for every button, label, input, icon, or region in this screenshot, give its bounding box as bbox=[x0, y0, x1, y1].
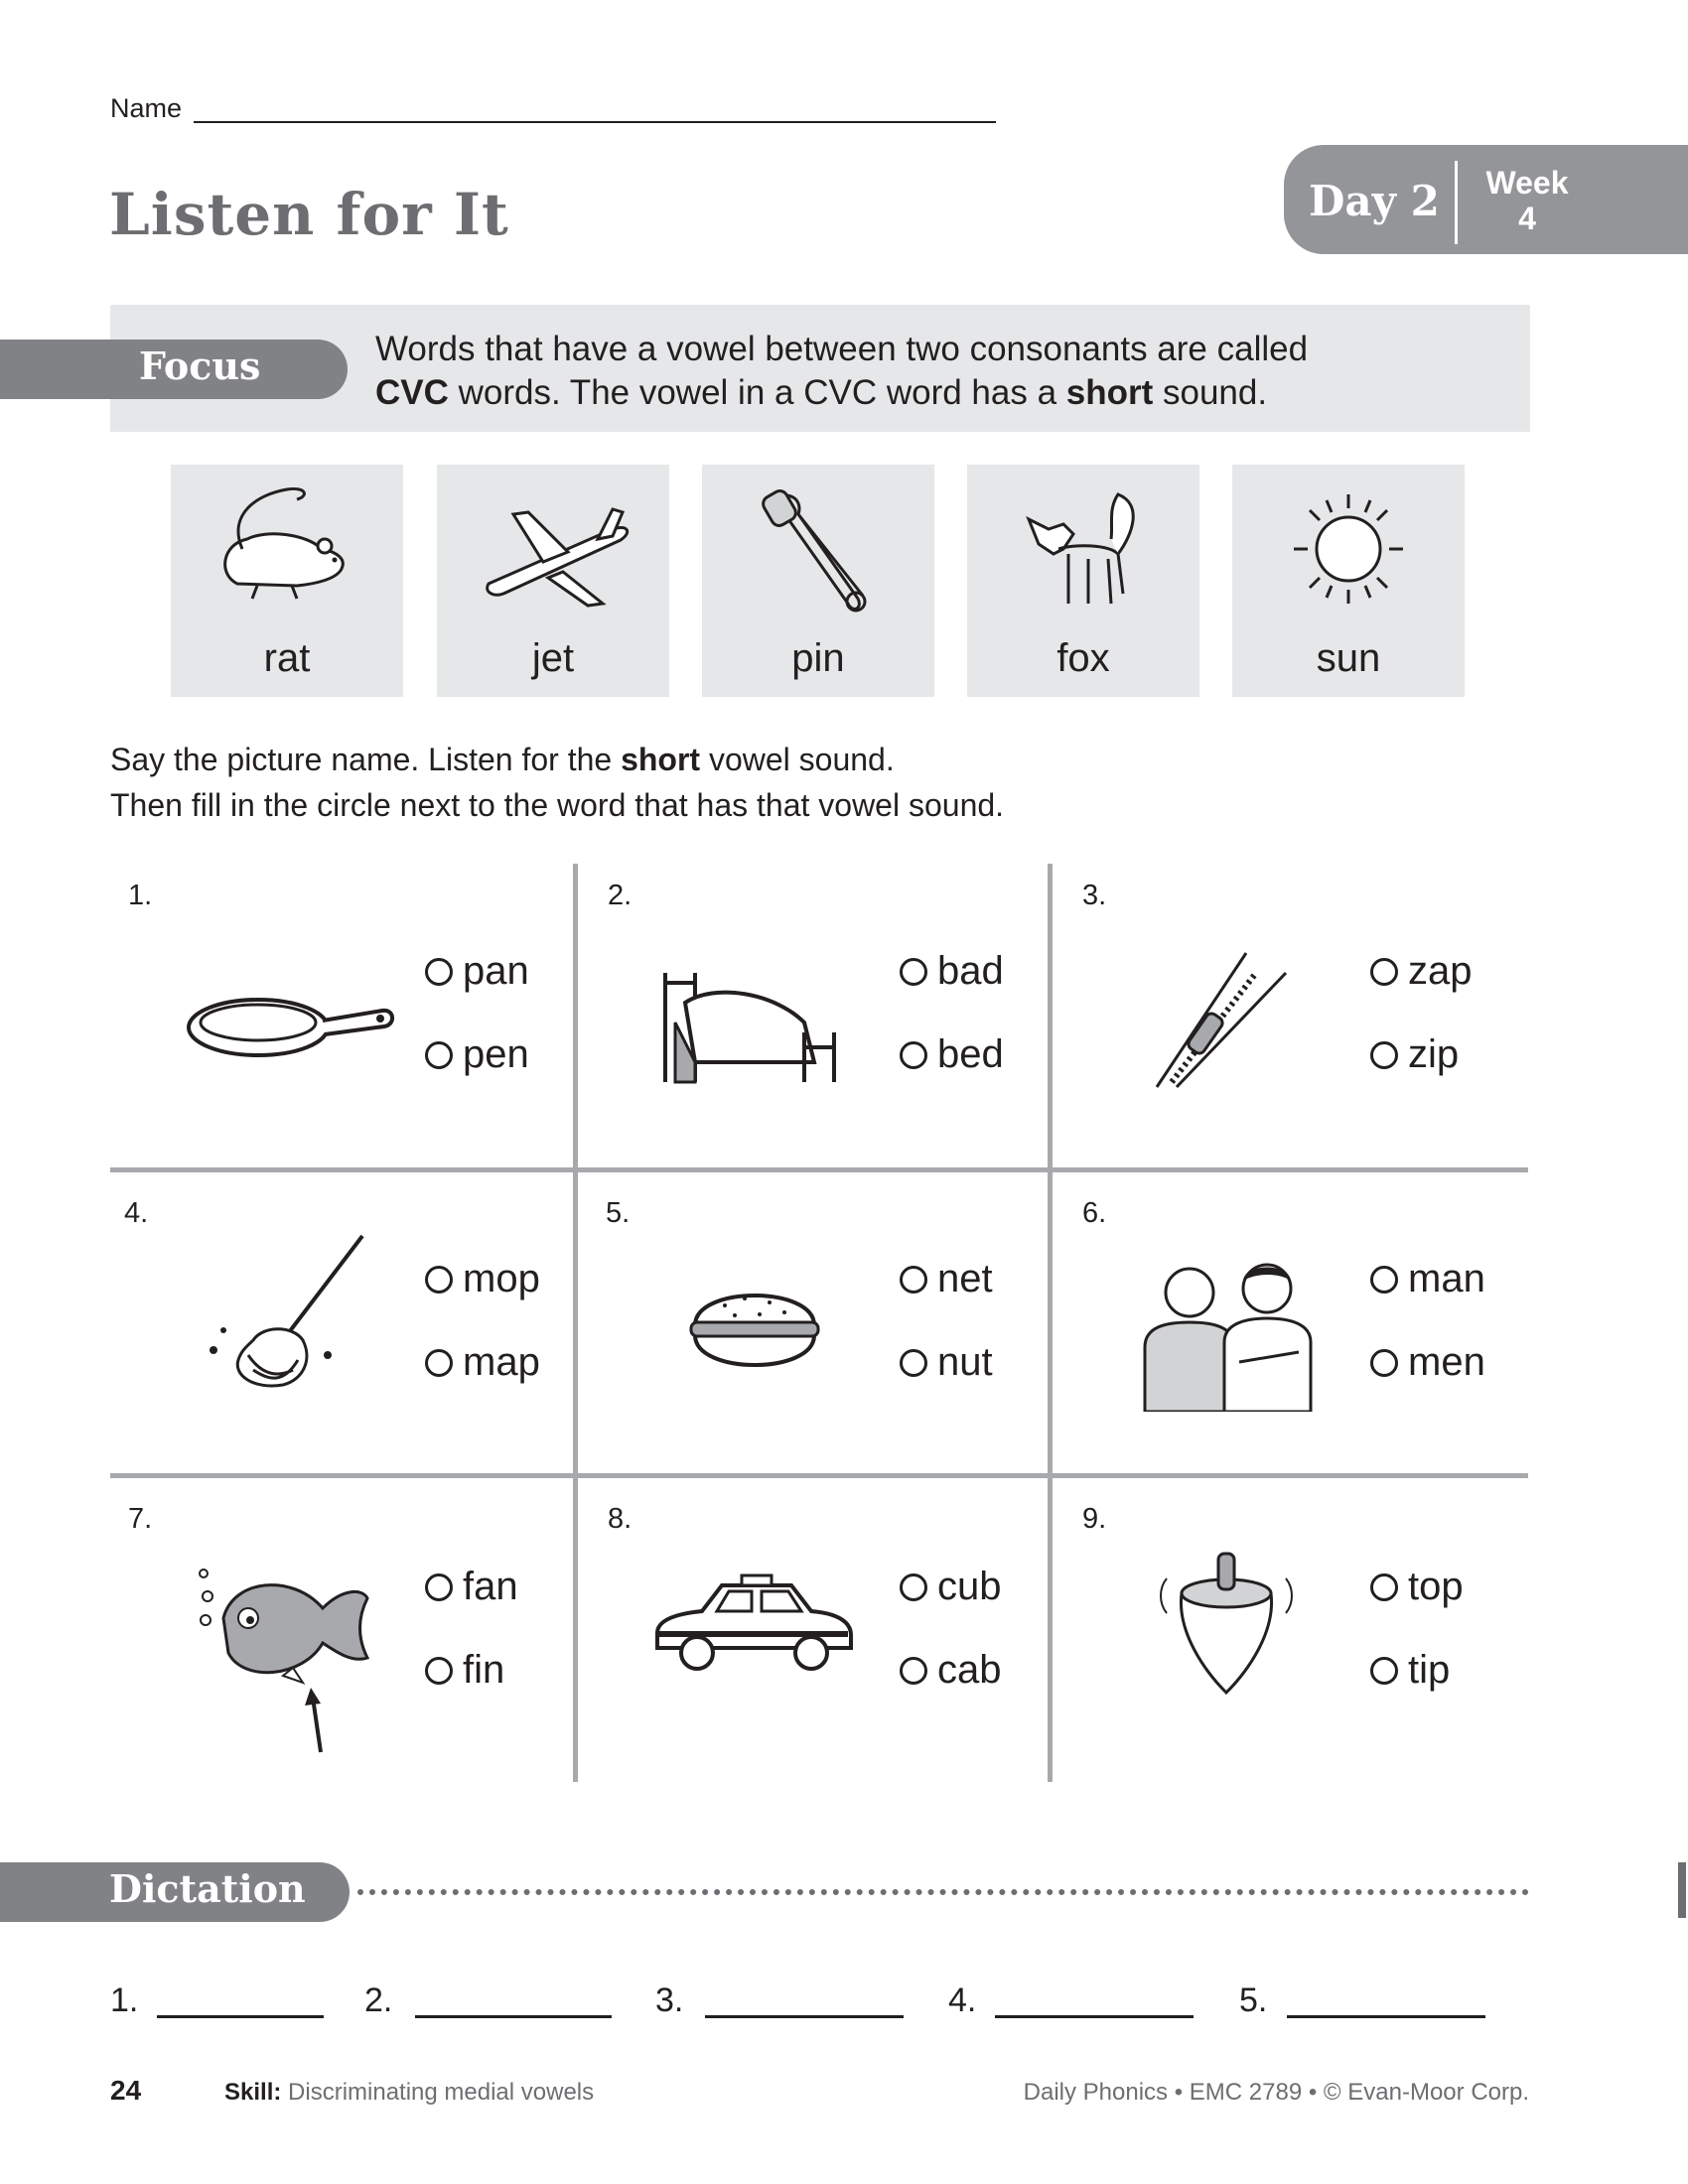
men-icon bbox=[1140, 1253, 1319, 1412]
option-word: zip bbox=[1408, 1032, 1460, 1076]
answer-bubble[interactable] bbox=[1370, 1573, 1398, 1601]
answer-bubble[interactable] bbox=[900, 958, 927, 986]
skill-text: Discriminating medial vowels bbox=[288, 2079, 595, 2106]
page-title: Listen for It bbox=[109, 181, 509, 248]
sun-icon bbox=[1259, 475, 1438, 623]
focus-line-1: Words that have a vowel between two consonants are called bbox=[375, 330, 1309, 368]
answer-option[interactable] bbox=[425, 1257, 540, 1301]
option-word: net bbox=[937, 1257, 993, 1300]
answer-bubble[interactable] bbox=[900, 1657, 927, 1685]
dictation-number: 3. bbox=[655, 1981, 684, 2019]
grid-divider-vertical bbox=[1048, 864, 1053, 1782]
answer-option[interactable] bbox=[900, 1648, 1002, 1693]
focus-short-bold: short bbox=[1065, 373, 1154, 412]
option-word: zap bbox=[1408, 949, 1473, 993]
name-label: Name bbox=[110, 93, 183, 123]
answer-bubble[interactable] bbox=[425, 1266, 453, 1294]
skill-label: Skill: bbox=[224, 2079, 282, 2106]
jet-icon bbox=[464, 475, 642, 623]
week-label-group bbox=[1468, 165, 1587, 236]
name-input-line[interactable] bbox=[194, 121, 996, 123]
answer-bubble[interactable] bbox=[425, 1657, 453, 1685]
answer-bubble[interactable] bbox=[1370, 1349, 1398, 1377]
answer-option[interactable] bbox=[1370, 1340, 1485, 1385]
answer-bubble[interactable] bbox=[425, 958, 453, 986]
focus-label: Focus bbox=[139, 343, 261, 388]
nut-icon bbox=[685, 1271, 824, 1380]
picture-word: jet bbox=[531, 636, 575, 680]
skill-line bbox=[224, 2079, 594, 2107]
item-number: 2. bbox=[608, 880, 633, 911]
item-number: 6. bbox=[1082, 1197, 1107, 1229]
option-word: men bbox=[1408, 1340, 1485, 1384]
option-word: nut bbox=[937, 1340, 993, 1384]
item-number: 5. bbox=[606, 1197, 631, 1229]
item-number: 1. bbox=[128, 880, 153, 911]
safety-pin-icon bbox=[729, 475, 908, 623]
option-word: bad bbox=[937, 949, 1004, 993]
option-word: fin bbox=[463, 1648, 505, 1692]
answer-bubble[interactable] bbox=[900, 1573, 927, 1601]
week-number: 4 bbox=[1518, 201, 1536, 236]
grid-divider-vertical bbox=[573, 864, 578, 1782]
dictation-label: Dictation bbox=[109, 1866, 306, 1911]
picture-word: pin bbox=[791, 636, 845, 680]
day-week-divider bbox=[1455, 161, 1458, 244]
rat-icon bbox=[198, 475, 376, 623]
picture-card-jet bbox=[437, 465, 669, 697]
instructions-line-2: Then fill in the circle next to the word that has that vowel sound. bbox=[110, 787, 1005, 823]
answer-option[interactable] bbox=[425, 1648, 504, 1693]
option-word: man bbox=[1408, 1257, 1485, 1300]
answer-bubble[interactable] bbox=[1370, 1041, 1398, 1069]
answer-option[interactable] bbox=[900, 949, 1004, 994]
answer-option[interactable] bbox=[425, 1340, 540, 1385]
answer-bubble[interactable] bbox=[425, 1041, 453, 1069]
answer-option[interactable] bbox=[1370, 949, 1473, 994]
answer-option[interactable] bbox=[1370, 1032, 1459, 1077]
answer-bubble[interactable] bbox=[900, 1266, 927, 1294]
answer-bubble[interactable] bbox=[1370, 1657, 1398, 1685]
picture-card-rat bbox=[171, 465, 403, 697]
option-word: tip bbox=[1408, 1648, 1451, 1692]
item-number: 3. bbox=[1082, 880, 1107, 911]
answer-option[interactable] bbox=[425, 1565, 518, 1609]
dictation-blank[interactable] bbox=[1287, 2015, 1485, 2018]
dictation-blank[interactable] bbox=[995, 2015, 1194, 2018]
answer-bubble[interactable] bbox=[1370, 958, 1398, 986]
dictation-number: 1. bbox=[110, 1981, 139, 2019]
answer-bubble[interactable] bbox=[900, 1041, 927, 1069]
item-number: 4. bbox=[124, 1197, 149, 1229]
answer-bubble[interactable] bbox=[425, 1349, 453, 1377]
picture-card-pin bbox=[702, 465, 934, 697]
focus-cvc-bold: CVC bbox=[375, 373, 449, 412]
fox-icon bbox=[994, 475, 1173, 623]
answer-option[interactable] bbox=[900, 1340, 993, 1385]
instructions-short-bold: short bbox=[621, 742, 701, 777]
item-number: 7. bbox=[128, 1503, 153, 1535]
answer-option[interactable] bbox=[900, 1257, 993, 1301]
option-word: pen bbox=[463, 1032, 529, 1076]
option-word: top bbox=[1408, 1565, 1464, 1608]
option-word: fan bbox=[463, 1565, 518, 1608]
instructions-line-1 bbox=[110, 737, 1004, 782]
week-label: Week bbox=[1485, 165, 1569, 201]
option-word: map bbox=[463, 1340, 540, 1384]
grid-divider-horizontal bbox=[110, 1473, 1528, 1478]
dictation-blank[interactable] bbox=[705, 2015, 904, 2018]
spinning-top-icon bbox=[1157, 1544, 1296, 1703]
item-number: 9. bbox=[1082, 1503, 1107, 1535]
focus-line-2-end: sound. bbox=[1153, 373, 1268, 412]
picture-card-sun bbox=[1232, 465, 1465, 697]
picture-word: rat bbox=[263, 636, 311, 680]
dictation-blank[interactable] bbox=[157, 2015, 324, 2018]
item-number: 8. bbox=[608, 1503, 633, 1535]
zipper-icon bbox=[1147, 943, 1306, 1092]
instructions bbox=[110, 737, 1004, 828]
answer-option[interactable] bbox=[900, 1565, 1002, 1609]
option-word: bed bbox=[937, 1032, 1004, 1076]
dictation-number: 5. bbox=[1239, 1981, 1268, 2019]
focus-text bbox=[375, 328, 1517, 415]
answer-option[interactable] bbox=[1370, 1257, 1485, 1301]
answer-option[interactable] bbox=[425, 949, 529, 994]
day-label: Day 2 bbox=[1309, 177, 1440, 225]
answer-option[interactable] bbox=[1370, 1648, 1450, 1693]
instructions-line-1-b: vowel sound. bbox=[700, 742, 895, 777]
focus-line-2-mid: words. The vowel in a CVC word has a bbox=[448, 373, 1066, 412]
page-number: 24 bbox=[110, 2075, 142, 2106]
answer-option[interactable] bbox=[425, 1032, 529, 1077]
instructions-line-1-a: Say the picture name. Listen for the bbox=[110, 742, 622, 777]
option-word: pan bbox=[463, 949, 529, 993]
frying-pan-icon bbox=[184, 983, 402, 1072]
answer-bubble[interactable] bbox=[425, 1573, 453, 1601]
focus-line-2 bbox=[375, 371, 1517, 415]
dictation-dotted-rule bbox=[357, 1889, 1529, 1895]
dictation-number: 2. bbox=[364, 1981, 393, 2019]
option-word: mop bbox=[463, 1257, 540, 1300]
option-word: cab bbox=[937, 1648, 1002, 1692]
answer-bubble[interactable] bbox=[1370, 1266, 1398, 1294]
bed-icon bbox=[655, 953, 844, 1092]
answer-option[interactable] bbox=[1370, 1565, 1464, 1609]
grid-divider-horizontal bbox=[110, 1167, 1528, 1172]
picture-word: fox bbox=[1056, 636, 1110, 680]
picture-word: sun bbox=[1316, 636, 1381, 680]
dictation-number: 4. bbox=[948, 1981, 977, 2019]
credit-line: Daily Phonics • EMC 2789 • © Evan-Moor Corp. bbox=[1023, 2079, 1529, 2106]
fish-fin-icon bbox=[194, 1559, 372, 1757]
mop-icon bbox=[194, 1231, 372, 1400]
answer-bubble[interactable] bbox=[900, 1349, 927, 1377]
edge-marker bbox=[1678, 1862, 1686, 1918]
dictation-blank[interactable] bbox=[415, 2015, 612, 2018]
picture-card-fox bbox=[967, 465, 1199, 697]
taxi-cab-icon bbox=[647, 1573, 856, 1683]
option-word: cub bbox=[937, 1565, 1002, 1608]
answer-option[interactable] bbox=[900, 1032, 1004, 1077]
